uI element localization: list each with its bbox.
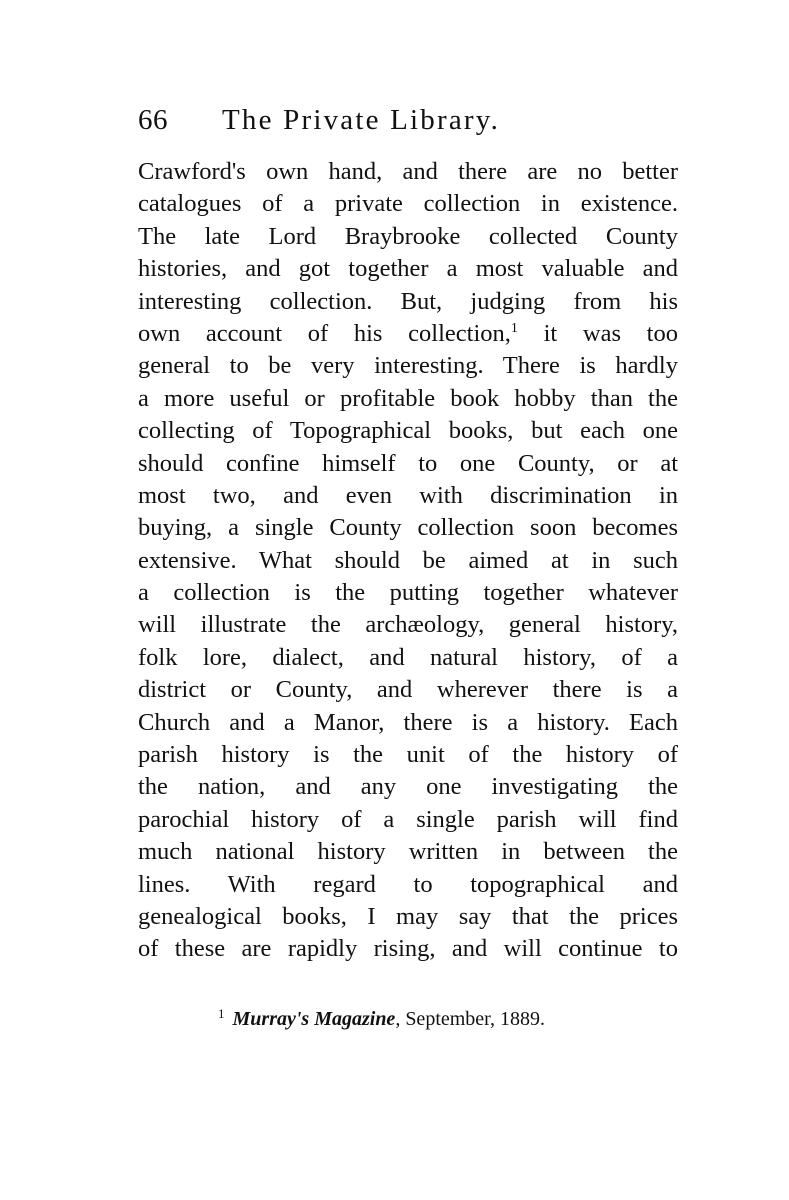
text-line: catalogues of a private collection in existence. xyxy=(138,190,678,218)
text-line: district or County, and wherever there is a xyxy=(138,676,678,704)
text-line: Crawford's own hand, and there are no better xyxy=(138,158,678,185)
text-line: histories, and got together a most valuable and xyxy=(138,255,678,283)
text-line: interesting collection. But, judging from his xyxy=(138,287,678,315)
text-line: extensive. What should be aimed at in such xyxy=(138,546,678,574)
text-line: most two, and even with discrimination in xyxy=(138,481,678,509)
text-line-with-footnote-ref xyxy=(138,318,678,350)
text-line: a more useful or profitable book hobby than the xyxy=(138,384,678,412)
text-line: a collection is the putting together whatever xyxy=(138,579,678,607)
text-line: Church and a Manor, there is a history. Each xyxy=(138,708,678,736)
page-header xyxy=(138,104,500,137)
text-line: lines. With regard to topographical and xyxy=(138,870,678,898)
text-line: collecting of Topographical books, but each one xyxy=(138,417,678,445)
text-fragment: it was too xyxy=(543,319,678,347)
text-line: the nation, and any one investigating the xyxy=(138,773,678,801)
text-line: will illustrate the archæology, general history, xyxy=(138,611,678,639)
page-number: 66 xyxy=(138,104,168,136)
text-line: The late Lord Braybrooke collected County xyxy=(138,222,678,250)
running-title: The Private Library. xyxy=(222,104,501,136)
text-line: buying, a single County collection soon becomes xyxy=(138,514,678,542)
footnote-reference[interactable]: 1 xyxy=(510,320,518,336)
text-line: parish history is the unit of the history of xyxy=(138,741,678,769)
footnote xyxy=(218,1008,545,1031)
text-line: should confine himself to one County, or at xyxy=(138,449,678,477)
footnote-marker: 1 xyxy=(218,1006,225,1021)
footnote-source: Murray's Magazine xyxy=(232,1008,396,1030)
text-line: genealogical books, I may say that the prices xyxy=(138,902,678,930)
body-text xyxy=(138,156,678,966)
text-line: much national history written in between the xyxy=(138,838,678,866)
text-line: parochial history of a single parish will find xyxy=(138,805,678,833)
text-line: of these are rapidly rising, and will continue to xyxy=(138,935,678,963)
text-line: folk lore, dialect, and natural history, of a xyxy=(138,643,678,671)
text-fragment: own account of his collection, xyxy=(138,319,511,347)
text-line: general to be very interesting. There is hardly xyxy=(138,352,678,380)
footnote-rest: , September, 1889. xyxy=(395,1008,546,1030)
